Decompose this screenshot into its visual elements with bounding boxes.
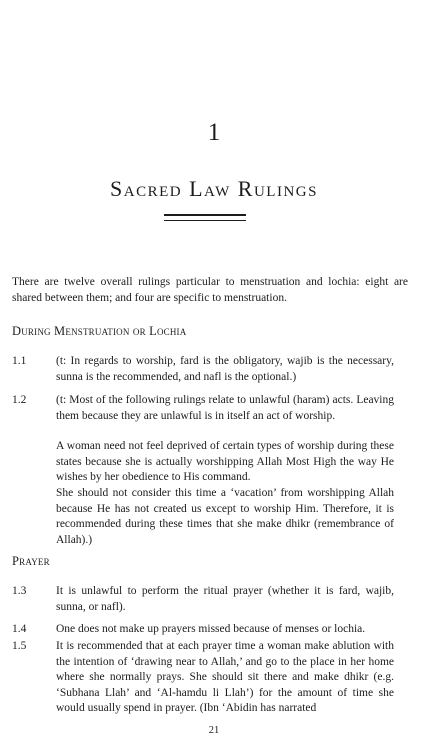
ruling-paragraph: One does not make up prayers missed because of menses or lochia.: [56, 623, 366, 635]
ruling-number: 1.4: [12, 623, 27, 635]
page-number: 21: [208, 725, 220, 736]
intro-paragraph: There are twelve overall rulings particular to menstruation and lochia: eight are shared between them; and four are specific to menstruation.: [12, 276, 408, 304]
section-heading-prayer: Prayer: [12, 554, 50, 568]
title-rule-thin: [164, 220, 246, 221]
ruling-paragraph: It is recommended that at each prayer time a woman make ablution with the intention of ‘drawing near to Allah,’ and go to the place in her home where she normally prays. She should sit there and make dhikr (e.g. ‘Subhana Llah’ and ‘Al-hamdu li Llah’) for the amount of time she would usually spend in prayer. (Ibn ‘Abidin has narrated: [56, 640, 394, 715]
ruling-paragraph: (t: In regards to worship, fard is the obligatory, wajib is the necessary, sunna is the recommended, and nafl is the optional.): [56, 355, 394, 383]
chapter-number: 1: [207, 119, 221, 146]
ruling-number: 1.5: [12, 640, 27, 652]
ruling-number: 1.1: [12, 355, 27, 367]
ruling-paragraph: (t: Most of the following rulings relate to unlawful (haram) acts. Leaving them because they are unlawful is in itself an act of worship.: [56, 394, 394, 422]
ruling-number: 1.3: [12, 585, 27, 597]
ruling-paragraph: She should not consider this time a ‘vacation’ from worshipping Allah because He has not created us except to worship Him. Therefore, it is recommended during these times that she make dhikr (remembrance of Allah).): [56, 487, 394, 546]
title-rule-thick: [164, 214, 246, 216]
chapter-title: Sacred Law Rulings: [110, 176, 318, 201]
ruling-paragraph: It is unlawful to perform the ritual prayer (whether it is fard, wajib, sunna, or nafl).: [56, 585, 394, 613]
ruling-number: 1.2: [12, 394, 27, 406]
ruling-paragraph: A woman need not feel deprived of certain types of worship during these states because she is actually worshipping Allah Most High the way He wishes by her obedience to His command.: [56, 440, 394, 484]
section-heading-menstruation-lochia: During Menstruation or Lochia: [12, 324, 187, 338]
